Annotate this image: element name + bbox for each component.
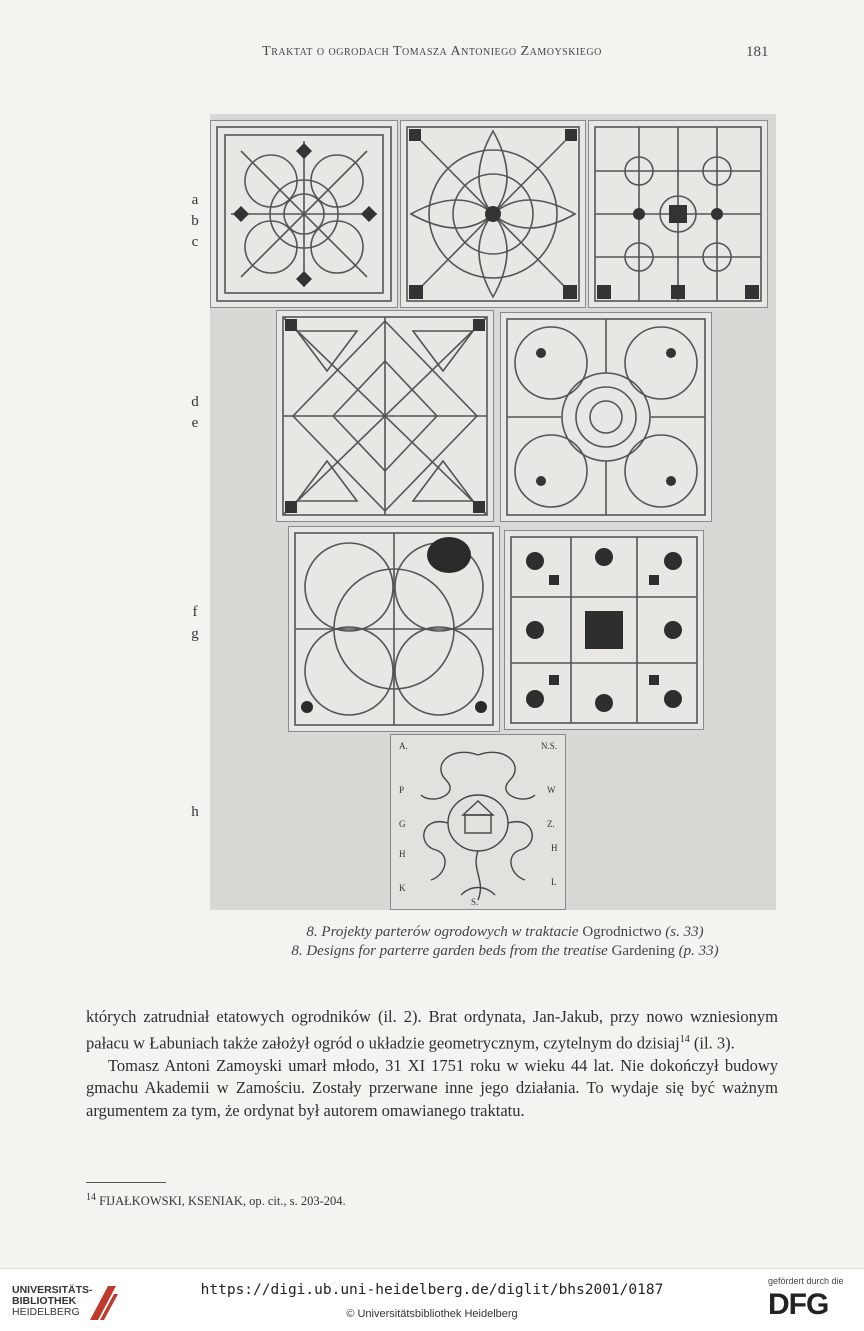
knot-pattern-c	[589, 121, 767, 307]
footnote-14	[86, 1192, 346, 1209]
knot-pattern-a	[211, 121, 397, 307]
knot-pattern-b	[401, 121, 585, 307]
tile-h-letter-h-right: H	[551, 843, 558, 853]
row-label-b: b	[191, 213, 199, 229]
caption-en-title: Gardening	[611, 943, 675, 959]
knot-pattern-g	[505, 531, 703, 729]
caption-pl-italic: 8. Projekty parterów ogrodowych w traktacie	[306, 924, 583, 940]
knot-pattern-d	[277, 311, 493, 521]
knot-pattern-f	[289, 527, 499, 731]
knot-pattern-e	[501, 313, 711, 521]
row-label-c: c	[191, 234, 199, 250]
embroidery-pattern-h	[391, 735, 565, 909]
paragraph-1-text: których zatrudniał etatowych ogrodników (il. 2). Brat ordynata, Jan-Jakub, przy nowo wzniesionym pałacu w Łabuniach także założył ogród o układzie geometrycznym, czytelnym do dzisiaj	[86, 1007, 778, 1052]
parterre-design-g	[504, 530, 704, 730]
figure-caption-english	[0, 943, 864, 960]
figure-caption-polish	[0, 924, 864, 941]
paragraph-2: Tomasz Antoni Zamoyski umarł młodo, 31 XI 1751 roku w wieku 44 lat. Nie dokończył budowy gmachu Akademii w Zamościu. Zostały przerwane inne jego działania. To wydaje się być ważnym argumentem za tym, że ordynat był autorem omawianego traktatu.	[86, 1055, 778, 1120]
running-title-prefix: Traktat o ogrodach	[262, 44, 393, 59]
copyright-notice: © Universitätsbibliothek Heidelberg	[346, 1308, 518, 1320]
row-label-h: h	[191, 804, 199, 820]
body-text	[86, 1006, 778, 1122]
row-label-f: f	[192, 604, 198, 620]
running-title	[0, 44, 864, 60]
tile-h-letter-s: S.	[471, 897, 479, 907]
parterre-design-c	[588, 120, 768, 308]
row-label-g: g	[191, 626, 199, 642]
library-logo-line2: BIBLIOTHEK	[12, 1295, 77, 1307]
caption-en-page: (p. 33)	[674, 943, 719, 959]
footnote-number: 14	[86, 1192, 96, 1203]
caption-pl-title: Ogrodnictwo	[582, 924, 662, 940]
parterre-design-b	[400, 120, 586, 308]
tile-h-letter-g: G	[399, 819, 406, 829]
row-label-a: a	[191, 192, 199, 208]
tile-h-letter-w: W	[547, 785, 556, 795]
running-title-name: Tomasza Antoniego Zamoyskiego	[392, 44, 602, 59]
footer-bar	[0, 1268, 864, 1331]
tile-h-letter-z: Z.	[547, 819, 555, 829]
tile-h-letter-ns: N.S.	[541, 741, 558, 751]
parterre-design-a	[210, 120, 398, 308]
dfg-logo[interactable]: DFG	[768, 1288, 829, 1321]
parterre-design-d	[276, 310, 494, 522]
parterre-design-h	[390, 734, 566, 910]
permalink-url[interactable]: https://digi.ub.uni-heidelberg.de/diglit/bhs2001/0187	[200, 1282, 664, 1298]
tile-h-letter-k: K	[399, 883, 406, 893]
caption-en-italic: 8. Designs for parterre garden beds from the treatise	[291, 943, 612, 959]
footnote-text: FIJAŁKOWSKI, KSENIAK, op. cit., s. 203-204.	[96, 1194, 346, 1209]
parterre-design-f	[288, 526, 500, 732]
caption-pl-page: (s. 33)	[661, 924, 704, 940]
tile-h-letter-a: A.	[399, 741, 408, 751]
row-label-e: e	[191, 415, 199, 431]
library-logo-line1: UNIVERSITÄTS-	[12, 1284, 93, 1296]
tile-h-letter-l: L	[551, 877, 557, 887]
paragraph-1	[86, 1006, 778, 1055]
parterre-design-e	[500, 312, 712, 522]
tile-h-letter-p: P	[399, 785, 405, 795]
tile-h-letter-h-left: H	[399, 849, 406, 859]
funding-note: gefördert durch die	[768, 1276, 844, 1286]
footnote-ref-14[interactable]: 14	[679, 1033, 690, 1045]
parterre-plate	[210, 114, 776, 910]
row-label-d: d	[191, 394, 199, 410]
footnote-rule	[86, 1182, 166, 1183]
paragraph-1-tail: (il. 3).	[689, 1033, 735, 1052]
page-number: 181	[746, 44, 769, 60]
library-logo-line3: HEIDELBERG	[12, 1306, 80, 1318]
